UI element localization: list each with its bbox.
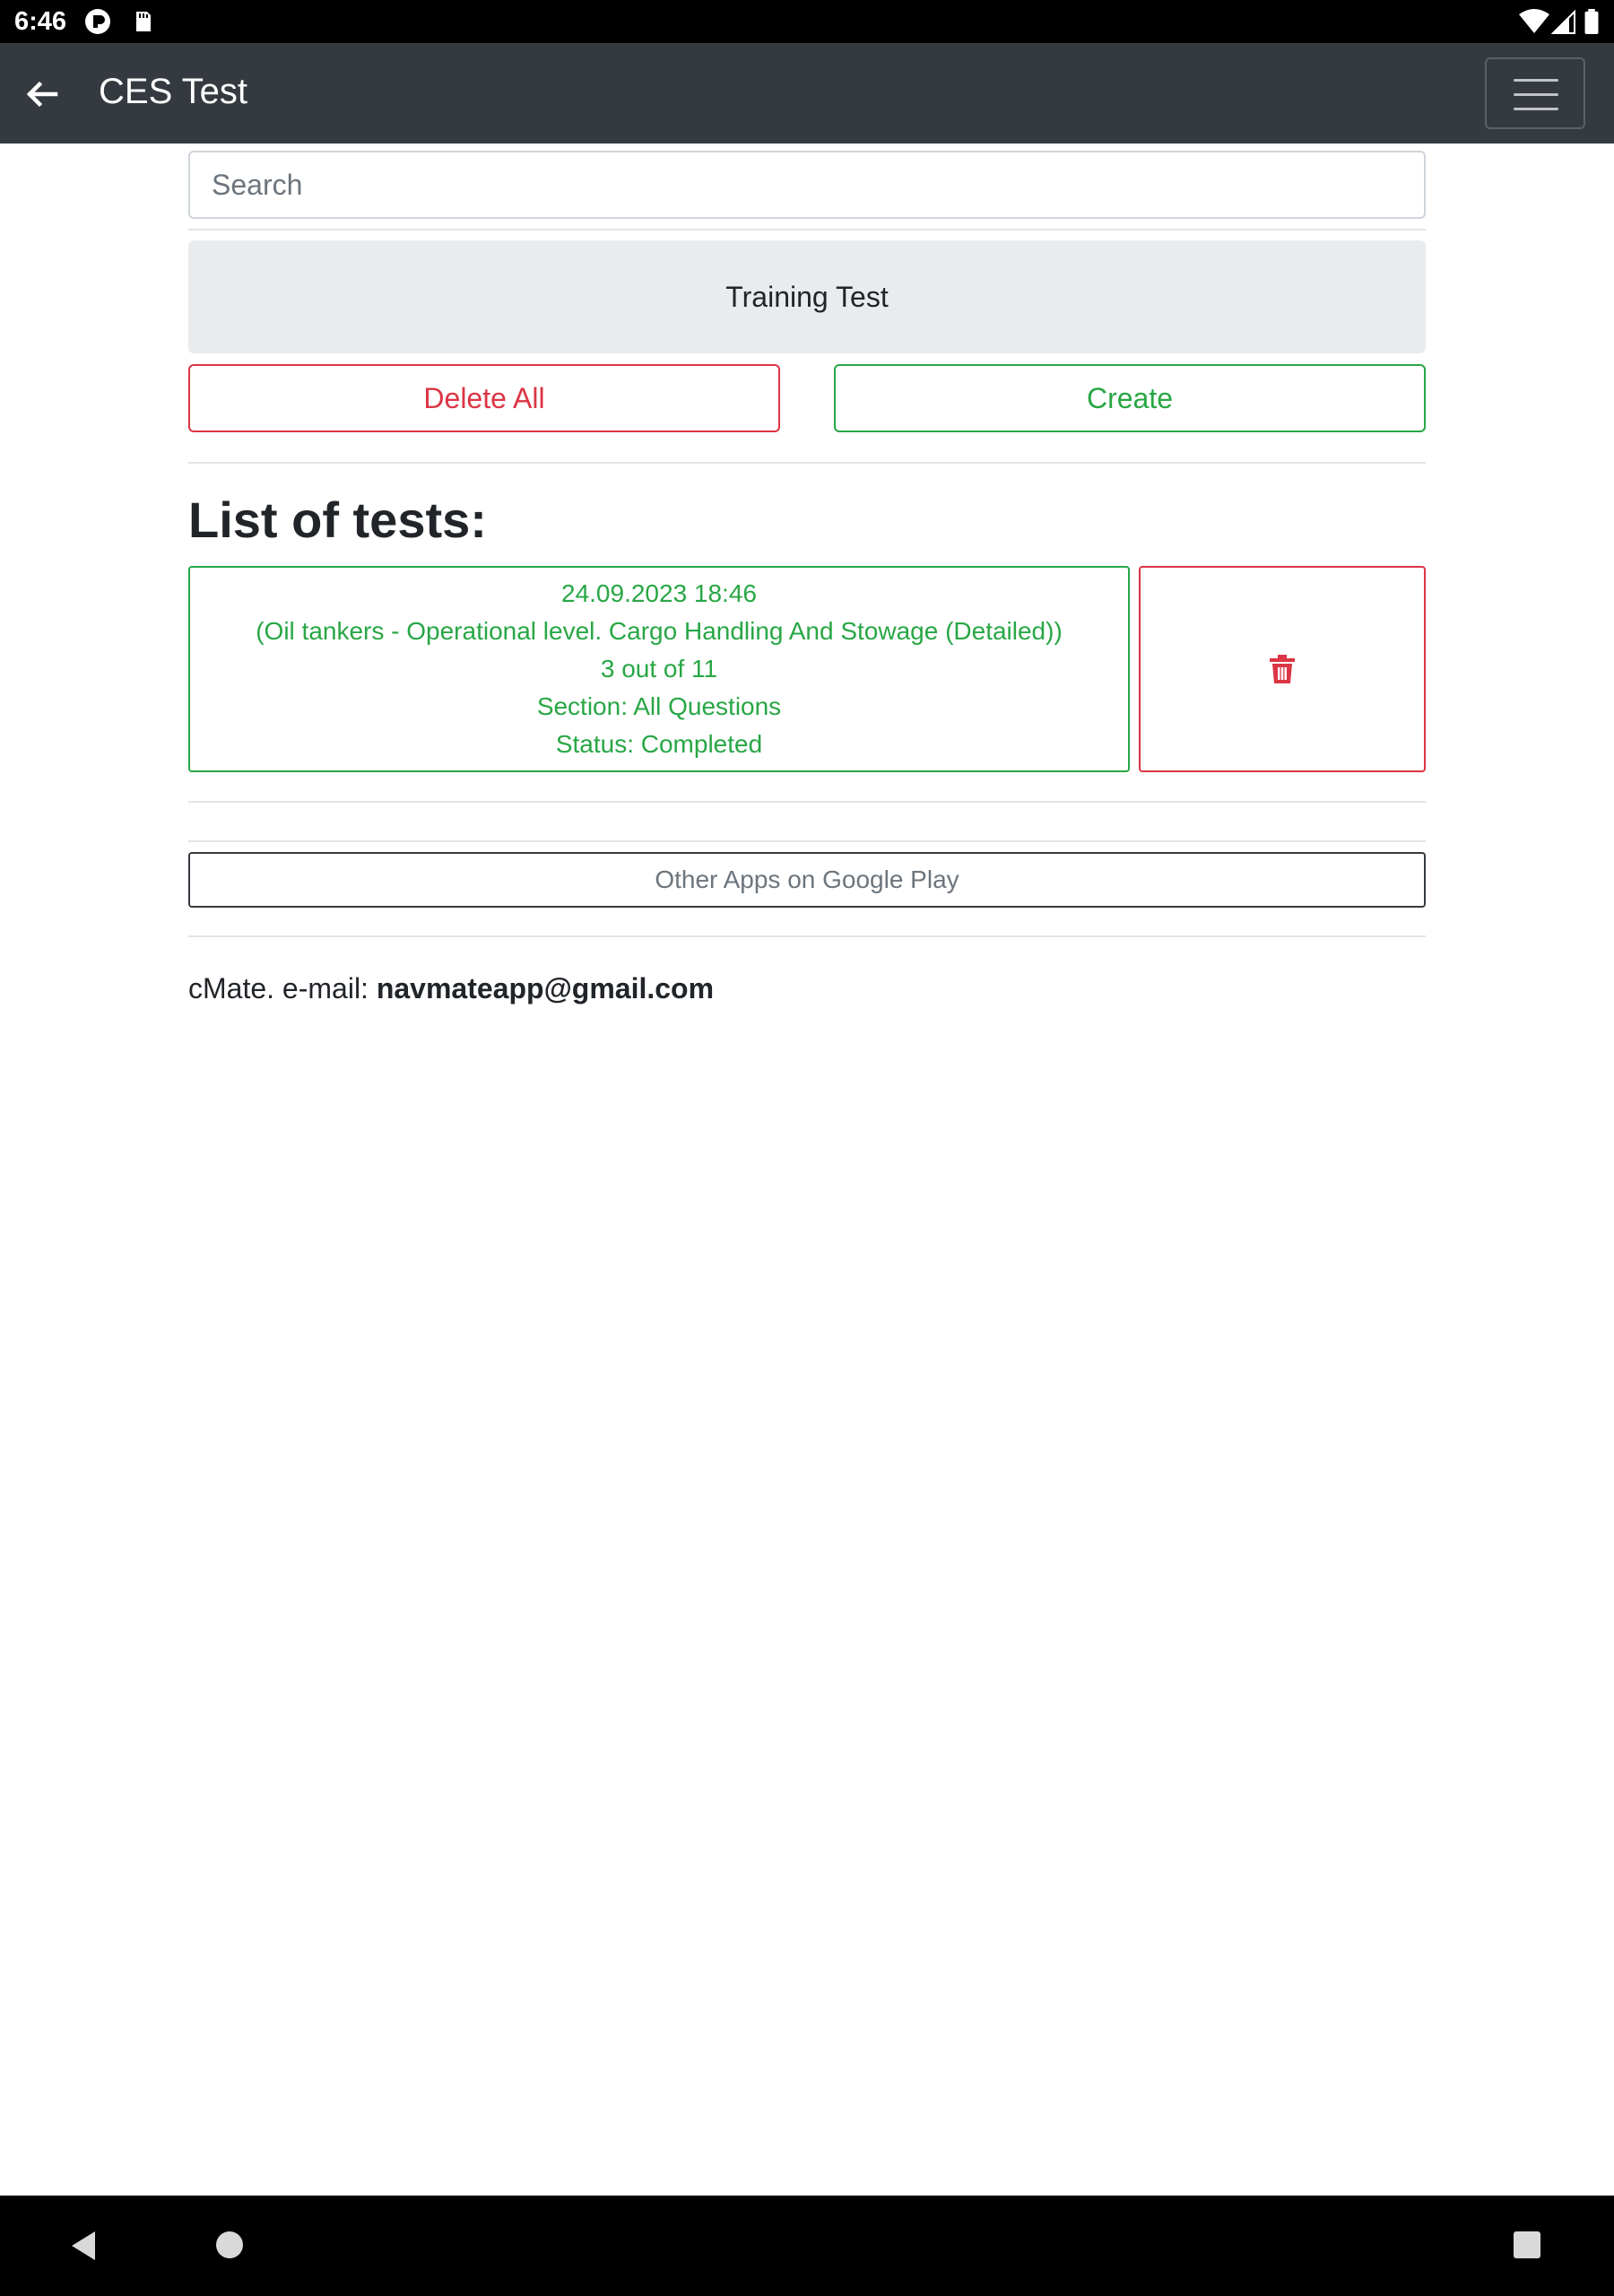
create-button[interactable]: Create	[834, 364, 1426, 432]
wifi-icon	[1519, 9, 1549, 34]
arrow-left-icon[interactable]	[20, 73, 63, 116]
test-datetime: 24.09.2023 18:46	[561, 579, 757, 607]
test-name: (Oil tankers - Operational level. Cargo Handling And Stowage (Detailed))	[256, 617, 1063, 645]
divider	[188, 462, 1426, 464]
status-time: 6:46	[14, 7, 67, 36]
hamburger-menu-icon-line	[1514, 108, 1558, 110]
cell-signal-icon	[1551, 9, 1576, 34]
list-heading: List of tests:	[188, 491, 487, 548]
other-apps-button[interactable]: Other Apps on Google Play	[188, 852, 1426, 908]
footer-prefix: cMate. e-mail:	[188, 972, 377, 1004]
test-section: Section: All Questions	[536, 692, 782, 720]
divider	[188, 229, 1426, 230]
sd-card-icon	[129, 8, 156, 35]
nav-home-icon[interactable]	[215, 2231, 244, 2259]
footer-email[interactable]: navmateapp@gmail.com	[376, 972, 715, 1004]
divider	[188, 935, 1426, 937]
nav-back-icon[interactable]	[68, 2230, 99, 2262]
navigation-bar	[0, 2196, 1614, 2296]
delete-test-button[interactable]	[1139, 566, 1426, 772]
nav-recents-icon[interactable]	[1514, 2231, 1540, 2258]
test-item[interactable]	[188, 566, 1130, 772]
test-status: Status: Completed	[555, 730, 763, 758]
hamburger-menu-icon	[1514, 79, 1558, 82]
delete-all-button[interactable]: Delete All	[188, 364, 780, 432]
app-bar	[0, 43, 1614, 144]
hamburger-menu-button[interactable]	[1485, 57, 1585, 129]
status-bar	[0, 0, 1614, 43]
page-title: CES Test	[99, 72, 247, 111]
search-input[interactable]	[188, 151, 1426, 219]
training-test-button[interactable]: Training Test	[188, 240, 1426, 353]
divider	[188, 840, 1426, 842]
divider	[188, 801, 1426, 803]
test-score: 3 out of 11	[600, 655, 718, 683]
trash-icon	[1270, 655, 1295, 683]
notification-app-icon	[84, 8, 111, 35]
battery-icon	[1584, 9, 1600, 34]
footer-contact	[188, 970, 714, 1006]
hamburger-menu-icon-line	[1514, 93, 1558, 96]
